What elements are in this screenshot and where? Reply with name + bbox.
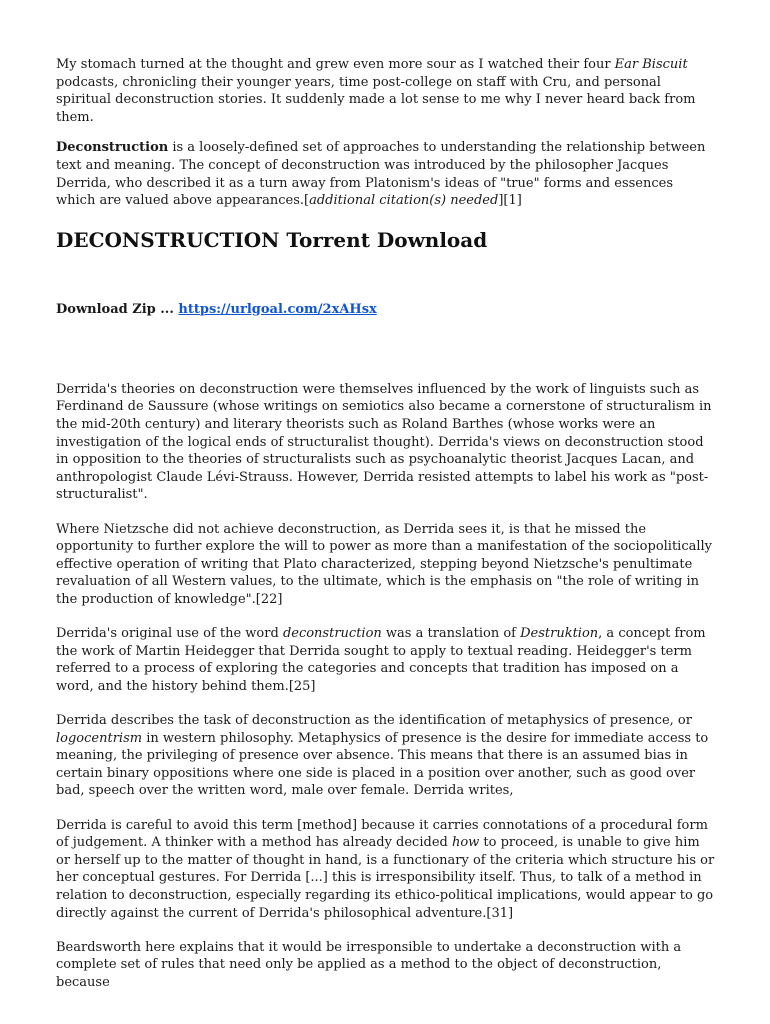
italic-term: how [451, 835, 480, 851]
paragraph-logocentrism [56, 712, 716, 800]
text-segment: , a concept from the work of Martin Heidegger that Derrida sought to apply to textual reading. Heidegger's term referred to a process of exploring the categories and concepts that tradition has imposed on a word, and the history behind them.[25] [56, 626, 706, 694]
definition-text: is a loosely-defined set of approaches to understanding the relationship between text and meaning. The concept of deconstruction was introduced by the philosopher Jacques Derrida, who described it as a turn away from Platonism's ideas of "true" forms and essences which are valued above appearances.[ [56, 140, 706, 209]
paragraph-nietzsche: Where Nietzsche did not achieve deconstruction, as Derrida sees it, is that he missed the opportunity to further explore the will to power as more than a manifestation of the sociopolitically effective operation of writing that Plato characterized, stepping beyond Nietzsche's penultimate revaluation of all Western values, to the ultimate, which is the emphasis on "the role of writing in the production of knowledge".[22] [56, 521, 713, 607]
download-line [56, 301, 716, 318]
intro-text-start: My stomach turned at the thought and grew even more sour as I watched their four [56, 57, 615, 72]
text-segment: in western philosophy. Metaphysics of presence is the desire for immediate access to meaning, the privileging of presence over absence. This means that there is an assumed bias in certain binary oppositions where one side is placed in a position over another, such as good over bad, speech over the written word, male over female. Derrida writes, [56, 730, 709, 799]
intro-podcast-title: Ear Biscuit [614, 57, 688, 72]
paragraph-derrida-influences: Derrida's theories on deconstruction were themselves influenced by the work of linguists such as Ferdinand de Saussure (whose writings on semiotics also became a cornerstone of structuralism in the mid-20th century) and literary theorists such as Roland Barthes (whose works were an investigation of the logical ends of structuralist thought). Derrida's views on deconstruction stood in opposition to the theories of structuralists such as psychoanalytic theorist Jacques Lacan, and anthropologist Claude Lévi-Strauss. However, Derrida resisted attempts to label his work as "post-structuralist". [56, 381, 712, 503]
text-segment: Derrida describes the task of deconstruction as the identification of metaphysics of presence, or [56, 713, 692, 729]
article-body [56, 381, 716, 992]
paragraph-destruktion [56, 625, 716, 695]
page-title: DECONSTRUCTION Torrent Download [56, 227, 488, 252]
paragraph-method [56, 817, 716, 923]
definition-term: Deconstruction [56, 140, 169, 156]
document-page [56, 56, 716, 1008]
citation-needed-note: additional citation(s) needed [309, 193, 499, 209]
definition-ref: ][1] [498, 193, 522, 209]
download-link[interactable]: https://urlgoal.com/2xAHsx [178, 301, 377, 317]
download-label: Download Zip ... [56, 301, 179, 317]
text-segment: Derrida's original use of the word [56, 626, 283, 642]
text-segment: to proceed, is unable to give him or herself up to the matter of thought in hand, is a functionary of the criteria which structure his or her conceptual gestures. For Derrida [...] this is irresponsibility itself. Thus, to talk of a method in relation to deconstruction, especially regarding its ethico-political implications, would appear to go directly against the current of Derrida's philosophical adventure.[31] [56, 835, 715, 921]
intro-paragraph [56, 56, 716, 126]
intro-text-end: podcasts, chronicling their younger years, time post-college on staff with Cru, and personal spiritual deconstruction stories. It suddenly made a lot sense to me why I never heard back from them. [56, 74, 696, 125]
italic-term: deconstruction [282, 626, 382, 642]
text-segment: was a translation of [381, 626, 521, 642]
text-segment: Derrida is careful to avoid this term [method] because it carries connotations of a procedural form of judgement. A thinker with a method has already decided [56, 817, 708, 851]
italic-term: Destruktion [520, 626, 599, 642]
paragraph-beardsworth: Beardsworth here explains that it would be irresponsible to undertake a deconstruction with a complete set of rules that need only be applied as a method to the object of deconstruction, because [56, 939, 682, 990]
italic-term: logocentrism [56, 730, 143, 746]
definition-paragraph [56, 139, 716, 209]
